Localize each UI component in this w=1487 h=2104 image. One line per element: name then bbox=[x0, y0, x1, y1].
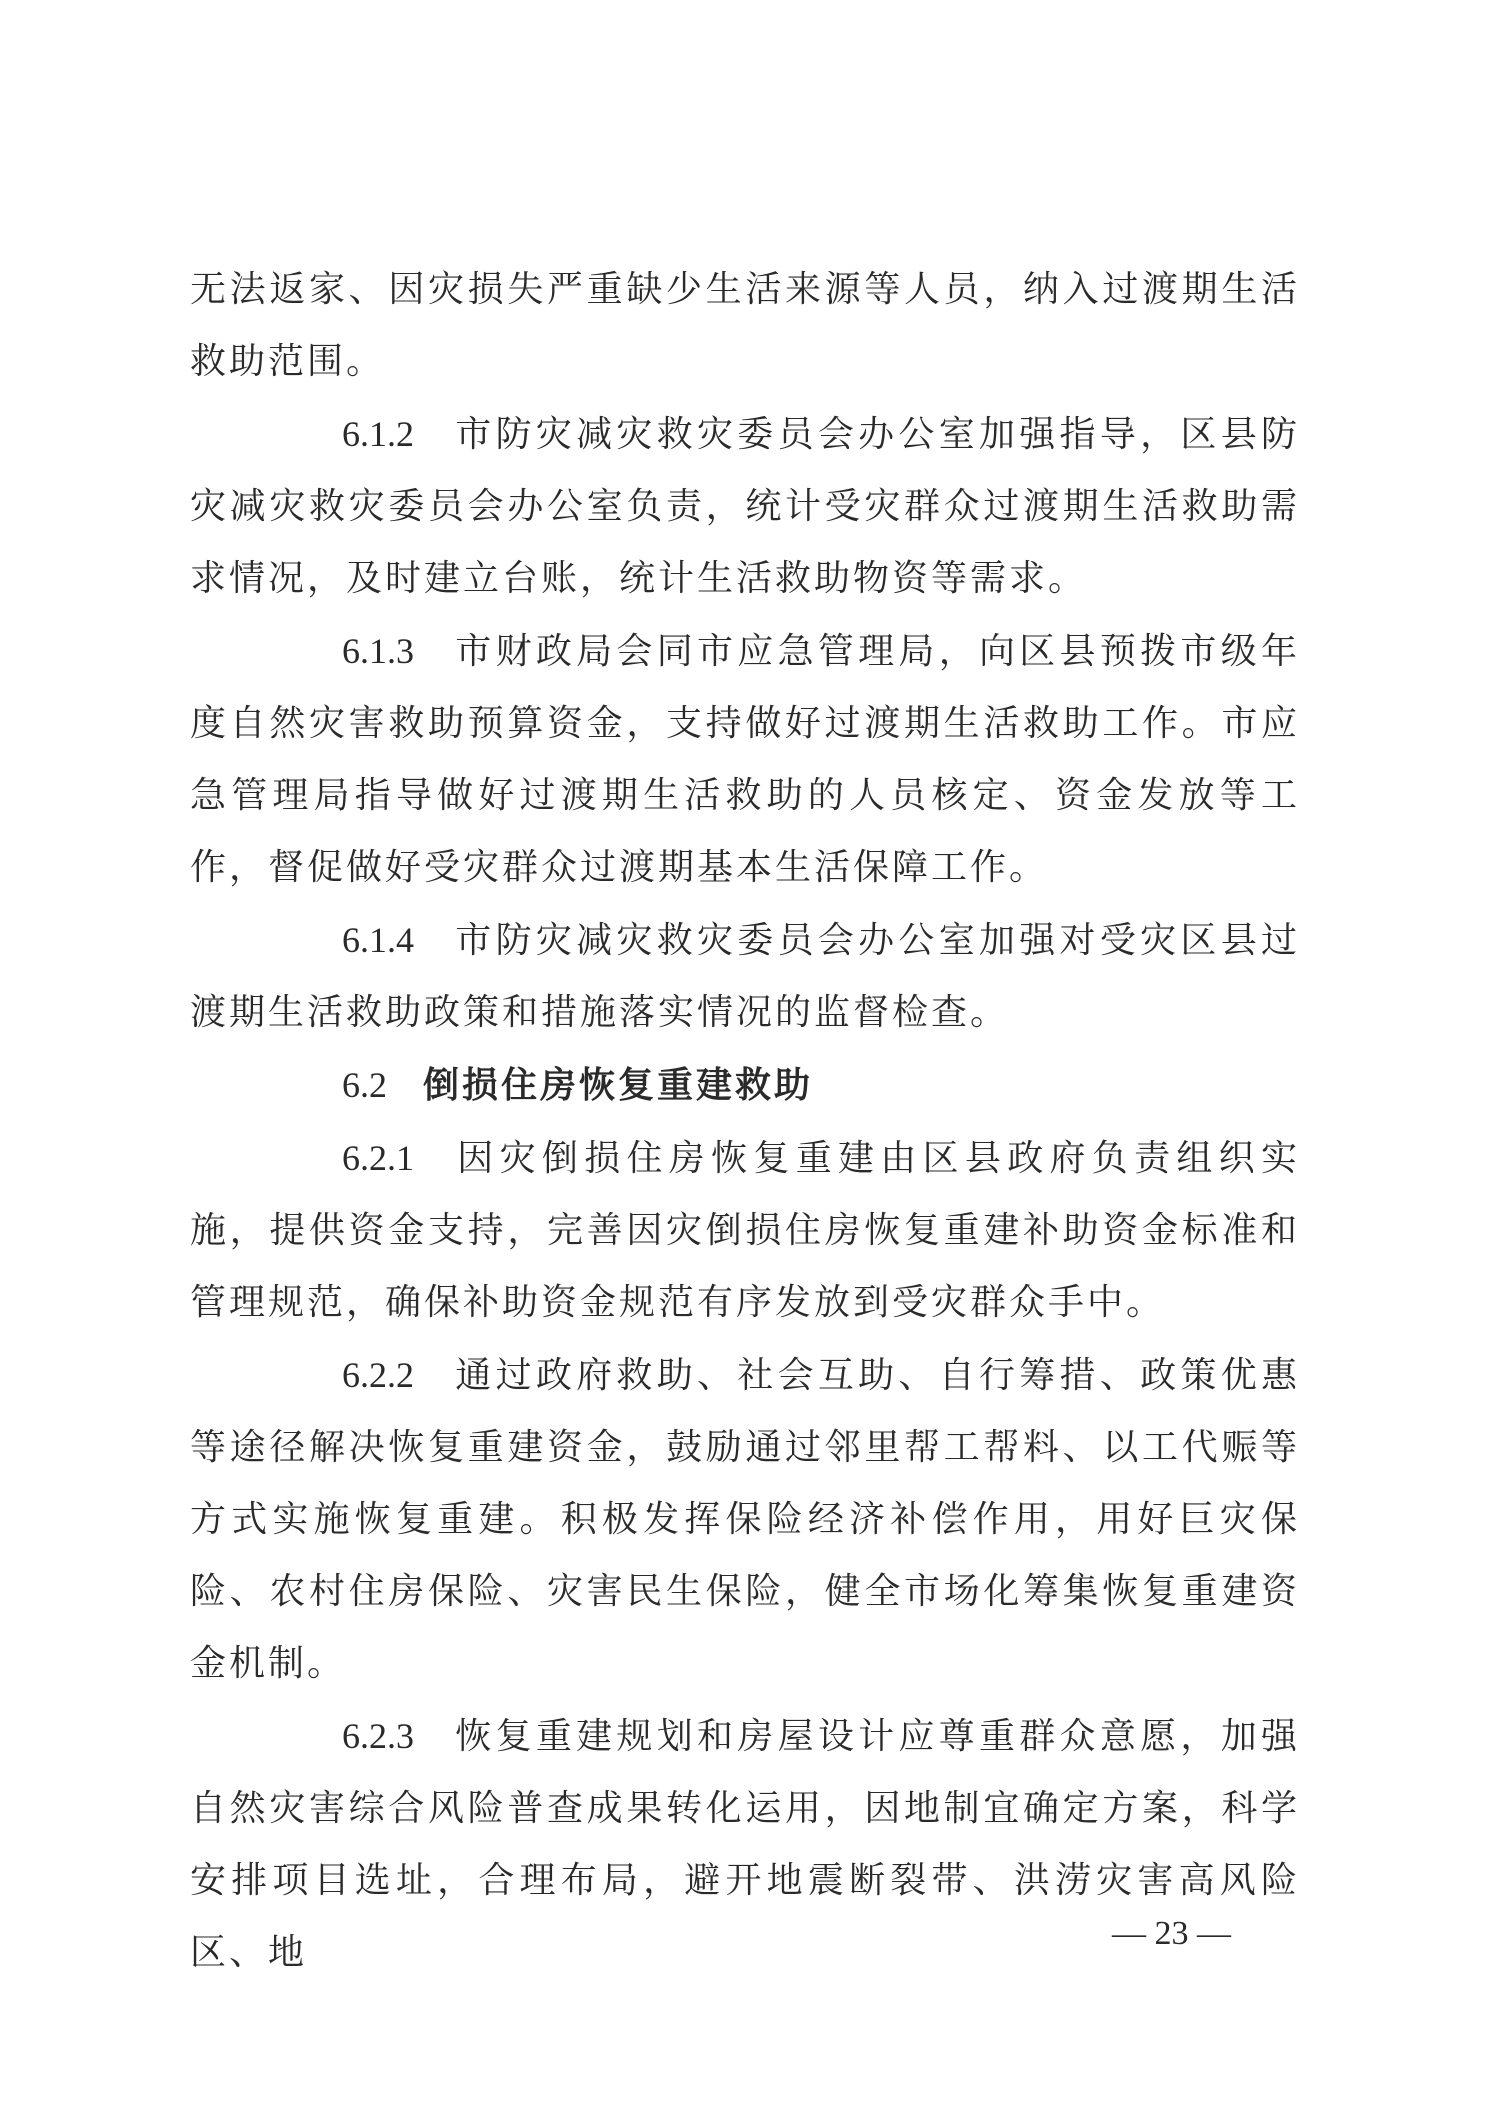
paragraph-6-2-1 bbox=[190, 1122, 1300, 1339]
paragraph-text: 恢复重建规划和房屋设计应尊重群众意愿，加强自然灾害综合风险普查成果转化运用，因地制宜确定方案，科学安排项目选址，合理布局，避开地震断裂带、洪涝灾害高风险区、地 bbox=[190, 1716, 1300, 1973]
section-number: 6.2.1 bbox=[342, 1138, 414, 1178]
paragraph-text: 无法返家、因灾损失严重缺少生活来源等人员，纳入过渡期生活救助范围。 bbox=[190, 269, 1300, 382]
section-number: 6.1.4 bbox=[342, 920, 414, 960]
section-number: 6.2.3 bbox=[342, 1716, 414, 1756]
paragraph-continuation bbox=[190, 254, 1300, 398]
section-number: 6.1.2 bbox=[342, 414, 414, 454]
paragraph-text: 市防灾减灾救灾委员会办公室加强对受灾区县过渡期生活救助政策和措施落实情况的监督检查。 bbox=[190, 920, 1300, 1033]
paragraph-text: 市防灾减灾救灾委员会办公室加强指导，区县防灾减灾救灾委员会办公室负责，统计受灾群众过渡期生活救助需求情况，及时建立台账，统计生活救助物资等需求。 bbox=[190, 414, 1300, 599]
paragraph-text: 通过政府救助、社会互助、自行筹措、政策优惠等途径解决恢复重建资金，鼓励通过邻里帮工帮料、以工代赈等方式实施恢复重建。积极发挥保险经济补偿作用，用好巨灾保险、农村住房保险、灾害民生保险，健全市场化筹集恢复重建资金机制。 bbox=[190, 1355, 1300, 1684]
section-heading-text: 倒损住房恢复重建救助 bbox=[423, 1065, 814, 1106]
paragraph-6-1-2 bbox=[190, 398, 1300, 615]
section-number: 6.1.3 bbox=[342, 631, 414, 671]
paragraph-text: 因灾倒损住房恢复重建由区县政府负责组织实施，提供资金支持，完善因灾倒损住房恢复重建补助资金标准和管理规范，确保补助资金规范有序发放到受灾群众手中。 bbox=[190, 1138, 1300, 1323]
paragraph-6-1-3 bbox=[190, 615, 1300, 904]
section-heading-6-2 bbox=[190, 1049, 1300, 1122]
page-number: — 23 — bbox=[1112, 1915, 1231, 1952]
document-body bbox=[190, 254, 1300, 1989]
paragraph-6-1-4 bbox=[190, 904, 1300, 1049]
section-number: 6.2.2 bbox=[342, 1355, 414, 1395]
section-number: 6.2 bbox=[342, 1065, 387, 1105]
paragraph-text: 市财政局会同市应急管理局，向区县预拨市级年度自然灾害救助预算资金，支持做好过渡期生活救助工作。市应急管理局指导做好过渡期生活救助的人员核定、资金发放等工作，督促做好受灾群众过渡期基本生活保障工作。 bbox=[190, 631, 1300, 888]
paragraph-6-2-2 bbox=[190, 1339, 1300, 1700]
